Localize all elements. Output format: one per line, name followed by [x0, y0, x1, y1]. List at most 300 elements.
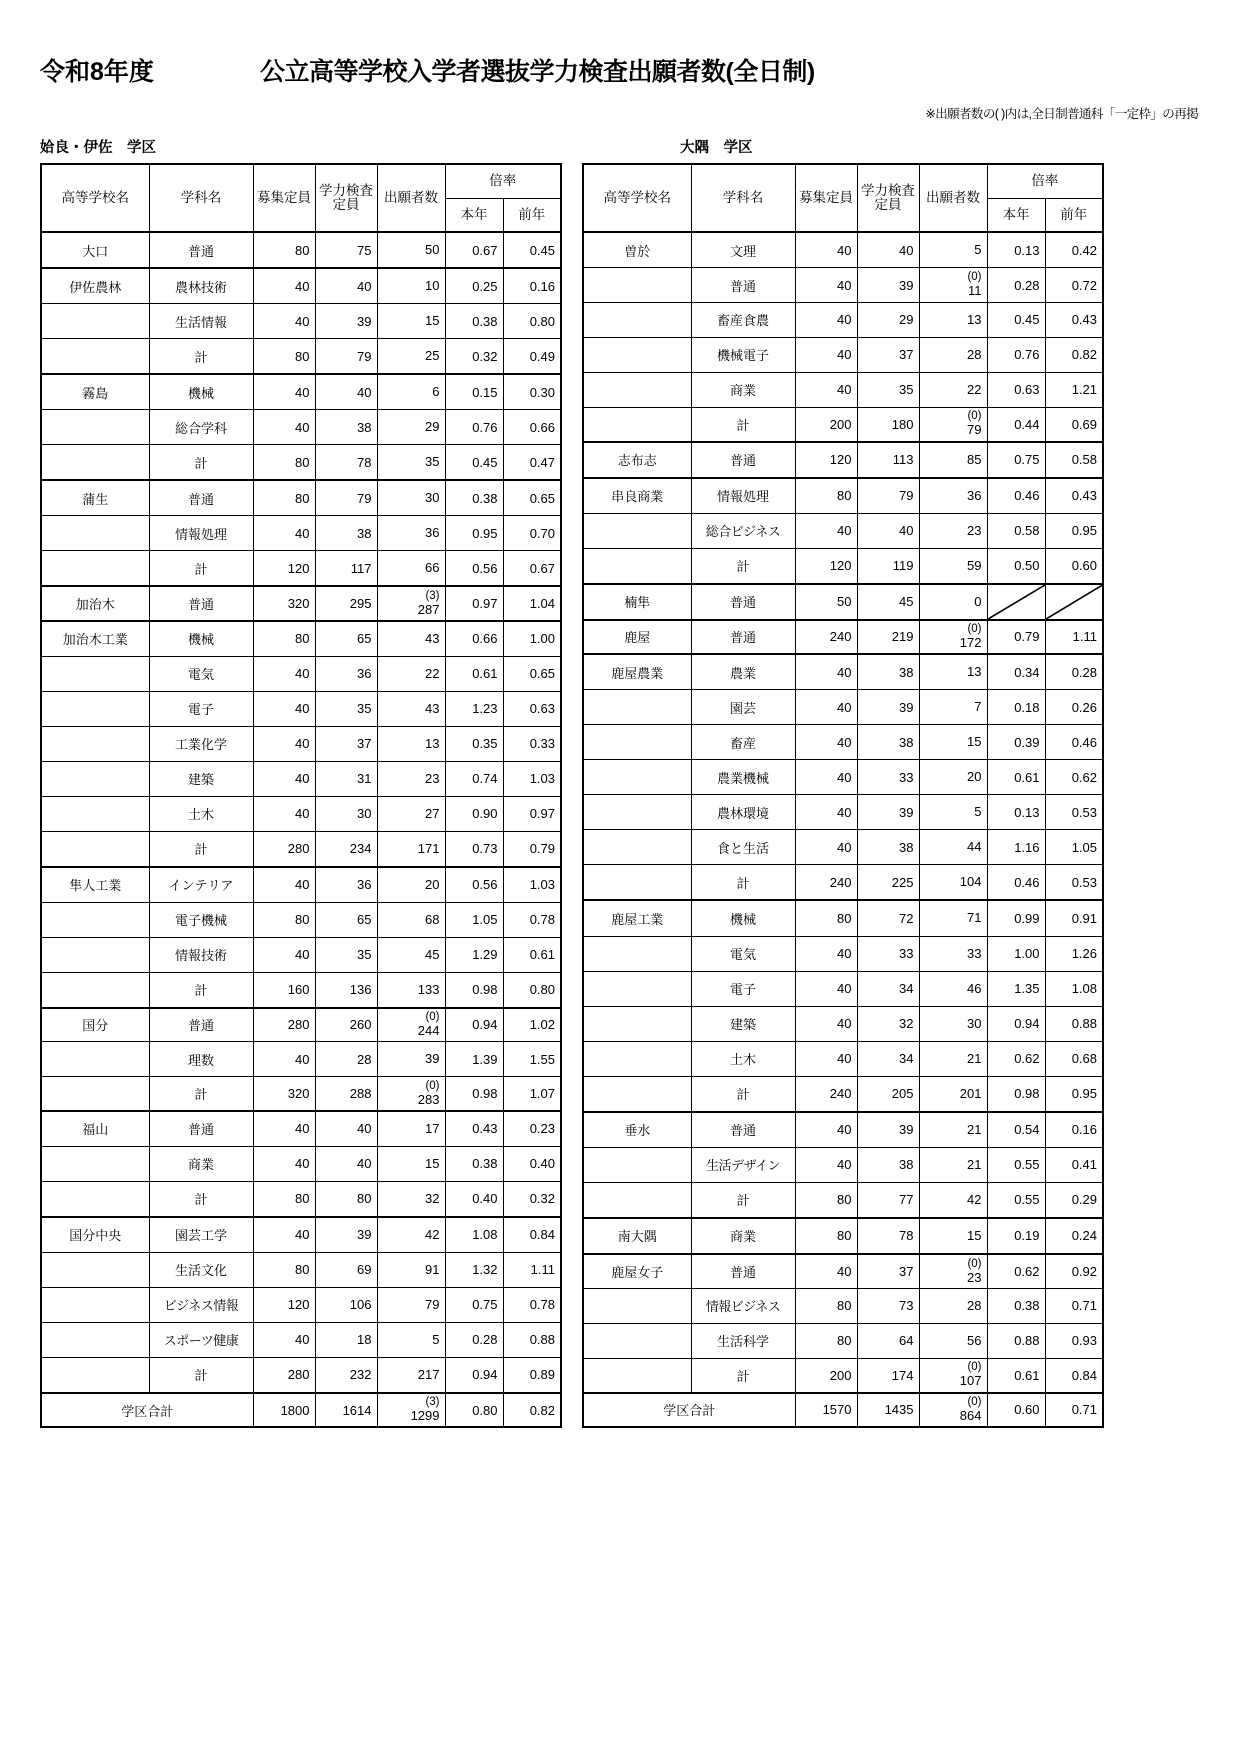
cell-applicants: 25	[377, 339, 445, 375]
cell-department-name: 情報ビジネス	[691, 1288, 795, 1323]
cell-capacity: 40	[795, 1147, 857, 1182]
cell-exam-capacity: 73	[857, 1288, 919, 1323]
left-district-table	[40, 163, 562, 1428]
cell-school-name	[583, 1182, 691, 1218]
cell-school-name	[583, 407, 691, 441]
cell-applicants: 13	[919, 654, 987, 690]
cell-capacity: 40	[253, 1322, 315, 1357]
cell-capacity: 80	[253, 621, 315, 657]
cell-department-name: 普通	[149, 232, 253, 268]
cell-school-name	[583, 795, 691, 830]
cell-department-name: 工業化学	[149, 726, 253, 761]
table-row	[41, 551, 561, 587]
cell-department-name: 文理	[691, 232, 795, 268]
cell-department-name: 情報技術	[149, 937, 253, 972]
cell-exam-capacity: 78	[315, 445, 377, 481]
cell-department-name: 土木	[149, 796, 253, 831]
district-total-ratio-last-year: 0.71	[1045, 1393, 1103, 1428]
cell-capacity: 80	[253, 445, 315, 481]
cell-exam-capacity: 295	[315, 586, 377, 620]
cell-exam-capacity: 30	[315, 796, 377, 831]
applicants-paren: (3)	[425, 1396, 440, 1409]
cell-ratio-this-year: 1.08	[445, 1217, 503, 1253]
cell-exam-capacity: 34	[857, 971, 919, 1006]
col-header-school: 高等学校名	[583, 164, 691, 232]
table-row	[41, 796, 561, 831]
cell-capacity: 40	[253, 796, 315, 831]
cell-ratio-this-year: 0.39	[987, 725, 1045, 760]
cell-capacity: 280	[253, 1357, 315, 1393]
cell-applicants: 28	[919, 337, 987, 372]
cell-exam-capacity: 33	[857, 760, 919, 795]
cell-ratio-last-year: 0.66	[503, 410, 561, 445]
cell-ratio-this-year: 0.66	[445, 621, 503, 657]
cell-ratio-last-year: 0.41	[1045, 1147, 1103, 1182]
cell-applicants	[377, 1077, 445, 1111]
cell-ratio-this-year: 0.99	[987, 900, 1045, 936]
cell-exam-capacity: 78	[857, 1218, 919, 1254]
cell-department-name: 計	[149, 972, 253, 1008]
cell-ratio-last-year: 1.03	[503, 867, 561, 903]
cell-capacity: 240	[795, 1076, 857, 1112]
cell-department-name: 計	[691, 1358, 795, 1392]
table-row	[41, 1252, 561, 1287]
cell-school-name: 霧島	[41, 374, 149, 410]
cell-ratio-this-year: 0.34	[987, 654, 1045, 690]
cell-applicants: 13	[377, 726, 445, 761]
tables-container	[40, 163, 1200, 1428]
district-total-applicants	[919, 1393, 987, 1428]
left-table-body	[41, 232, 561, 1427]
cell-ratio-last-year: 0.91	[1045, 900, 1103, 936]
col-header-school: 高等学校名	[41, 164, 149, 232]
table-row	[583, 865, 1103, 901]
cell-applicants: 21	[919, 1041, 987, 1076]
cell-school-name: 鹿屋農業	[583, 654, 691, 690]
cell-school-name	[583, 936, 691, 971]
cell-ratio-last-year: 0.16	[503, 268, 561, 304]
cell-ratio-this-year: 0.88	[987, 1323, 1045, 1358]
cell-capacity: 240	[795, 865, 857, 901]
cell-school-name: 伊佐農林	[41, 268, 149, 304]
cell-ratio-last-year: 0.43	[1045, 302, 1103, 337]
cell-ratio-this-year: 1.23	[445, 691, 503, 726]
cell-department-name: 計	[149, 551, 253, 587]
cell-exam-capacity: 174	[857, 1358, 919, 1392]
cell-school-name	[41, 1252, 149, 1287]
cell-ratio-this-year: 0.94	[445, 1357, 503, 1393]
cell-ratio-this-year: 0.62	[987, 1041, 1045, 1076]
cell-applicants: 29	[377, 410, 445, 445]
cell-capacity: 80	[253, 1181, 315, 1217]
table-row	[41, 902, 561, 937]
table-row	[41, 656, 561, 691]
cell-exam-capacity: 75	[315, 232, 377, 268]
table-row	[583, 302, 1103, 337]
cell-exam-capacity: 72	[857, 900, 919, 936]
cell-school-name	[583, 548, 691, 584]
table-row	[41, 410, 561, 445]
cell-ratio-last-year: 1.26	[1045, 936, 1103, 971]
table-row	[583, 584, 1103, 620]
cell-exam-capacity: 39	[857, 268, 919, 302]
table-row	[583, 1358, 1103, 1392]
cell-applicants: 56	[919, 1323, 987, 1358]
district-total-exam-capacity: 1435	[857, 1393, 919, 1428]
col-header-department: 学科名	[691, 164, 795, 232]
right-table-header	[583, 164, 1103, 232]
cell-ratio-last-year: 0.28	[1045, 654, 1103, 690]
cell-department-name: 園芸工学	[149, 1217, 253, 1253]
cell-ratio-last-year: 0.42	[1045, 232, 1103, 268]
district-total-label: 学区合計	[41, 1393, 253, 1427]
table-row	[583, 372, 1103, 407]
cell-exam-capacity: 38	[857, 654, 919, 690]
cell-capacity: 120	[795, 442, 857, 478]
cell-ratio-last-year: 0.72	[1045, 268, 1103, 302]
cell-applicants: 30	[377, 480, 445, 516]
cell-ratio-this-year: 0.74	[445, 761, 503, 796]
table-row	[583, 936, 1103, 971]
cell-applicants: 15	[377, 304, 445, 339]
cell-school-name	[41, 937, 149, 972]
cell-ratio-this-year: 0.61	[987, 760, 1045, 795]
cell-ratio-this-year: 0.38	[987, 1288, 1045, 1323]
cell-ratio-last-year: 0.67	[503, 551, 561, 587]
cell-capacity: 120	[253, 551, 315, 587]
cell-ratio-this-year: 0.18	[987, 690, 1045, 725]
cell-school-name: 大口	[41, 232, 149, 268]
cell-department-name: インテリア	[149, 867, 253, 903]
cell-department-name: 生活文化	[149, 1252, 253, 1287]
col-header-ratio-this-year: 本年	[445, 198, 503, 232]
cell-school-name	[41, 339, 149, 375]
applicants-value: 172	[959, 635, 982, 651]
cell-ratio-last-year-na	[1045, 584, 1103, 620]
cell-ratio-last-year: 0.49	[503, 339, 561, 375]
district-total-label: 学区合計	[583, 1393, 795, 1428]
cell-department-name: 建築	[691, 1006, 795, 1041]
cell-exam-capacity: 79	[315, 339, 377, 375]
district-total-ratio-last-year: 0.82	[503, 1393, 561, 1427]
cell-exam-capacity: 117	[315, 551, 377, 587]
cell-department-name: 計	[149, 1077, 253, 1111]
cell-school-name: 国分	[41, 1008, 149, 1042]
cell-ratio-this-year: 0.35	[445, 726, 503, 761]
cell-school-name	[583, 1076, 691, 1112]
cell-ratio-last-year: 0.58	[1045, 442, 1103, 478]
cell-exam-capacity: 29	[857, 302, 919, 337]
applicants-value: 1299	[410, 1408, 440, 1424]
cell-exam-capacity: 33	[857, 936, 919, 971]
cell-applicants: 68	[377, 902, 445, 937]
cell-ratio-last-year: 0.70	[503, 516, 561, 551]
right-district-caption: 大隅 学区	[680, 140, 753, 156]
cell-exam-capacity: 31	[315, 761, 377, 796]
cell-ratio-last-year: 0.32	[503, 1181, 561, 1217]
cell-ratio-this-year: 0.19	[987, 1218, 1045, 1254]
cell-capacity: 40	[253, 1146, 315, 1181]
cell-department-name: 情報処理	[691, 478, 795, 514]
cell-ratio-this-year: 0.73	[445, 831, 503, 867]
cell-school-name	[583, 1323, 691, 1358]
cell-capacity: 40	[253, 726, 315, 761]
cell-department-name: 普通	[149, 1111, 253, 1147]
cell-ratio-last-year: 0.65	[503, 656, 561, 691]
col-header-applicants: 出願者数	[919, 164, 987, 232]
cell-capacity: 40	[253, 937, 315, 972]
table-row	[41, 1217, 561, 1253]
cell-ratio-this-year: 0.45	[987, 302, 1045, 337]
cell-capacity: 40	[253, 691, 315, 726]
cell-ratio-last-year: 1.00	[503, 621, 561, 657]
cell-applicants: 5	[377, 1322, 445, 1357]
col-header-capacity: 募集定員	[795, 164, 857, 232]
table-row	[41, 691, 561, 726]
cell-exam-capacity: 32	[857, 1006, 919, 1041]
cell-department-name: 計	[691, 407, 795, 441]
cell-ratio-last-year: 0.95	[1045, 513, 1103, 548]
table-row	[583, 513, 1103, 548]
cell-capacity: 80	[795, 1288, 857, 1323]
cell-capacity: 40	[253, 1042, 315, 1077]
cell-exam-capacity: 79	[315, 480, 377, 516]
cell-ratio-last-year: 0.60	[1045, 548, 1103, 584]
cell-ratio-last-year: 0.95	[1045, 1076, 1103, 1112]
cell-applicants	[919, 1254, 987, 1288]
cell-department-name: 普通	[691, 1254, 795, 1288]
cell-applicants: 13	[919, 302, 987, 337]
cell-school-name: 隼人工業	[41, 867, 149, 903]
table-row	[583, 442, 1103, 478]
cell-applicants: 22	[377, 656, 445, 691]
cell-ratio-this-year: 0.25	[445, 268, 503, 304]
cell-school-name: 鹿屋	[583, 620, 691, 654]
cell-exam-capacity: 18	[315, 1322, 377, 1357]
cell-exam-capacity: 205	[857, 1076, 919, 1112]
cell-department-name: 農林環境	[691, 795, 795, 830]
cell-ratio-last-year: 0.33	[503, 726, 561, 761]
district-total-row	[583, 1393, 1103, 1428]
table-row	[583, 690, 1103, 725]
cell-ratio-this-year: 0.46	[987, 478, 1045, 514]
table-row	[41, 831, 561, 867]
cell-department-name: 総合ビジネス	[691, 513, 795, 548]
cell-applicants: 171	[377, 831, 445, 867]
table-row	[583, 1041, 1103, 1076]
applicants-paren: (0)	[967, 271, 982, 284]
cell-ratio-this-year: 0.55	[987, 1182, 1045, 1218]
cell-exam-capacity: 39	[315, 1217, 377, 1253]
cell-ratio-this-year: 0.43	[445, 1111, 503, 1147]
cell-department-name: 普通	[149, 586, 253, 620]
col-header-ratio-last-year: 前年	[503, 198, 561, 232]
cell-capacity: 120	[795, 548, 857, 584]
cell-applicants: 33	[919, 936, 987, 971]
table-row	[583, 900, 1103, 936]
cell-exam-capacity: 40	[315, 268, 377, 304]
cell-capacity: 40	[253, 304, 315, 339]
header-row-1	[41, 164, 561, 198]
table-row	[41, 374, 561, 410]
cell-exam-capacity: 35	[857, 372, 919, 407]
right-table-body	[583, 232, 1103, 1427]
cell-department-name: 農業機械	[691, 760, 795, 795]
applicants-value: 79	[967, 422, 982, 438]
cell-ratio-last-year: 0.84	[1045, 1358, 1103, 1392]
cell-capacity: 200	[795, 407, 857, 441]
table-row	[583, 232, 1103, 268]
cell-applicants: 20	[377, 867, 445, 903]
district-total-ratio-this-year: 0.60	[987, 1393, 1045, 1428]
cell-department-name: 普通	[691, 620, 795, 654]
table-row	[583, 971, 1103, 1006]
cell-ratio-this-year: 0.75	[445, 1287, 503, 1322]
cell-school-name	[41, 1287, 149, 1322]
col-header-department: 学科名	[149, 164, 253, 232]
cell-ratio-this-year: 0.32	[445, 339, 503, 375]
cell-exam-capacity: 40	[857, 232, 919, 268]
table-row	[583, 1218, 1103, 1254]
page-title: 公立高等学校入学者選抜学力検査出願者数(全日制)	[260, 58, 815, 86]
cell-applicants: 44	[919, 830, 987, 865]
cell-school-name: 串良商業	[583, 478, 691, 514]
cell-applicants	[919, 407, 987, 441]
cell-ratio-last-year: 0.62	[1045, 760, 1103, 795]
cell-department-name: 計	[149, 1181, 253, 1217]
cell-school-name	[583, 302, 691, 337]
cell-applicants: 42	[919, 1182, 987, 1218]
cell-capacity: 80	[253, 902, 315, 937]
cell-exam-capacity: 38	[857, 725, 919, 760]
left-district-caption: 姶良・伊佐 学区	[40, 140, 156, 156]
table-row	[583, 337, 1103, 372]
cell-applicants: 27	[377, 796, 445, 831]
cell-department-name: 電気	[691, 936, 795, 971]
cell-department-name: 土木	[691, 1041, 795, 1076]
col-header-applicants: 出願者数	[377, 164, 445, 232]
cell-school-name	[583, 830, 691, 865]
cell-exam-capacity: 38	[315, 410, 377, 445]
cell-applicants: 15	[377, 1146, 445, 1181]
cell-applicants: 17	[377, 1111, 445, 1147]
table-row	[41, 1181, 561, 1217]
cell-school-name: 志布志	[583, 442, 691, 478]
cell-applicants: 79	[377, 1287, 445, 1322]
cell-ratio-this-year: 1.29	[445, 937, 503, 972]
col-header-ratio: 倍率	[445, 164, 561, 198]
cell-ratio-this-year: 1.05	[445, 902, 503, 937]
cell-school-name	[583, 725, 691, 760]
table-row	[41, 232, 561, 268]
cell-department-name: 普通	[149, 1008, 253, 1042]
cell-ratio-this-year: 0.75	[987, 442, 1045, 478]
cell-exam-capacity: 225	[857, 865, 919, 901]
cell-school-name	[583, 337, 691, 372]
cell-applicants: 5	[919, 795, 987, 830]
district-total-capacity: 1800	[253, 1393, 315, 1427]
cell-ratio-last-year: 0.78	[503, 902, 561, 937]
applicants-value: 244	[417, 1023, 440, 1039]
cell-ratio-last-year: 1.03	[503, 761, 561, 796]
cell-ratio-last-year: 1.07	[503, 1077, 561, 1111]
cell-school-name	[41, 1322, 149, 1357]
cell-exam-capacity: 38	[857, 830, 919, 865]
cell-ratio-this-year: 0.97	[445, 586, 503, 620]
cell-ratio-this-year: 0.38	[445, 1146, 503, 1181]
cell-ratio-this-year: 0.98	[445, 972, 503, 1008]
cell-exam-capacity: 77	[857, 1182, 919, 1218]
cell-capacity: 40	[795, 725, 857, 760]
district-total-row	[41, 1393, 561, 1427]
applicants-paren: (0)	[967, 623, 982, 636]
cell-department-name: 機械電子	[691, 337, 795, 372]
cell-ratio-this-year: 0.90	[445, 796, 503, 831]
cell-ratio-last-year: 0.45	[503, 232, 561, 268]
cell-ratio-this-year: 0.94	[987, 1006, 1045, 1041]
cell-capacity: 40	[253, 1217, 315, 1253]
cell-capacity: 80	[795, 1323, 857, 1358]
cell-school-name	[41, 1077, 149, 1111]
cell-applicants: 36	[377, 516, 445, 551]
cell-department-name: 機械	[149, 621, 253, 657]
cell-capacity: 40	[253, 268, 315, 304]
cell-exam-capacity: 39	[857, 795, 919, 830]
cell-exam-capacity: 34	[857, 1041, 919, 1076]
cell-school-name	[583, 1288, 691, 1323]
table-row	[41, 937, 561, 972]
cell-exam-capacity: 79	[857, 478, 919, 514]
applicants-value: 283	[417, 1091, 440, 1107]
table-row	[41, 1322, 561, 1357]
cell-exam-capacity: 64	[857, 1323, 919, 1358]
cell-applicants: 42	[377, 1217, 445, 1253]
cell-exam-capacity: 37	[315, 726, 377, 761]
cell-applicants: 23	[377, 761, 445, 796]
cell-ratio-this-year-na	[987, 584, 1045, 620]
cell-ratio-this-year: 0.61	[445, 656, 503, 691]
cell-ratio-this-year: 0.94	[445, 1008, 503, 1042]
table-row	[41, 761, 561, 796]
cell-department-name: 農業	[691, 654, 795, 690]
table-row	[41, 621, 561, 657]
cell-exam-capacity: 28	[315, 1042, 377, 1077]
cell-school-name: 福山	[41, 1111, 149, 1147]
col-header-exam-capacity: 学力検査定員	[315, 164, 377, 232]
cell-exam-capacity: 65	[315, 902, 377, 937]
cell-applicants: 5	[919, 232, 987, 268]
cell-ratio-this-year: 0.58	[987, 513, 1045, 548]
cell-department-name: 計	[691, 1076, 795, 1112]
footnote-text: ※出願者数の( )内は,全日制普通科「一定枠」の再掲	[925, 107, 1198, 121]
cell-ratio-this-year: 0.50	[987, 548, 1045, 584]
cell-ratio-last-year: 1.04	[503, 586, 561, 620]
cell-ratio-last-year: 0.29	[1045, 1182, 1103, 1218]
cell-applicants: 10	[377, 268, 445, 304]
note-row	[40, 104, 1200, 122]
cell-capacity: 80	[253, 480, 315, 516]
cell-ratio-last-year: 0.97	[503, 796, 561, 831]
cell-ratio-this-year: 0.46	[987, 865, 1045, 901]
table-row	[41, 516, 561, 551]
cell-school-name: 蒲生	[41, 480, 149, 516]
cell-capacity: 80	[795, 1182, 857, 1218]
cell-school-name	[41, 902, 149, 937]
cell-ratio-last-year: 0.46	[1045, 725, 1103, 760]
cell-ratio-last-year: 0.43	[1045, 478, 1103, 514]
cell-ratio-last-year: 0.16	[1045, 1112, 1103, 1148]
table-row	[583, 1182, 1103, 1218]
